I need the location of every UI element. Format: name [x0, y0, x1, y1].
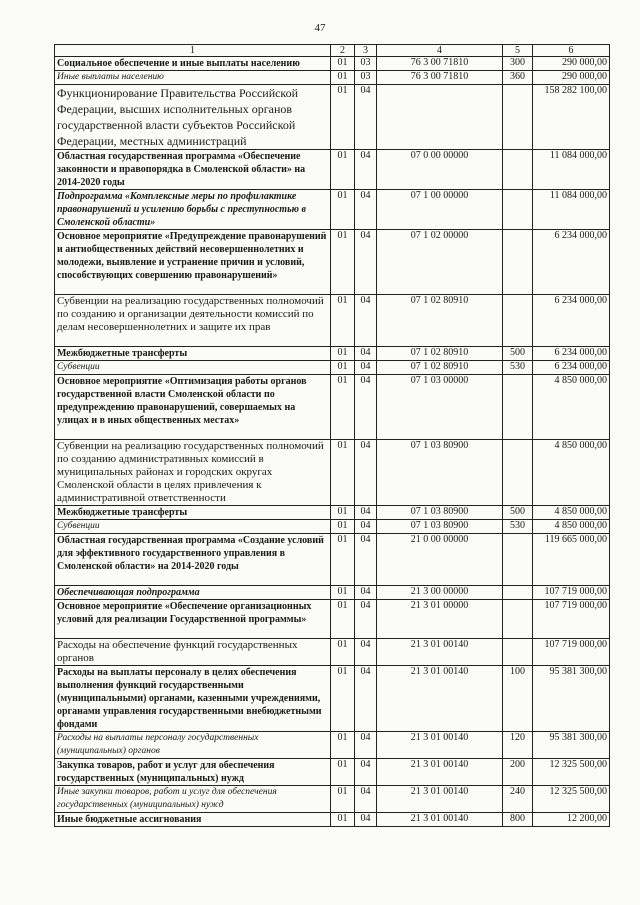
expense-type: 120: [503, 732, 533, 759]
header-cell: 5: [503, 45, 533, 57]
subsection-code: 04: [355, 506, 377, 520]
amount: 290 000,00: [533, 71, 610, 85]
expense-type: 240: [503, 786, 533, 813]
target-article: 21 3 01 00140: [377, 666, 503, 732]
subsection-code: 04: [355, 639, 377, 666]
amount: 95 381 300,00: [533, 666, 610, 732]
section-code: 01: [331, 786, 355, 813]
expense-type: [503, 190, 533, 230]
header-row: [55, 45, 610, 57]
expense-type: 500: [503, 506, 533, 520]
target-article: [377, 85, 503, 150]
section-code: 01: [331, 813, 355, 827]
amount: 290 000,00: [533, 57, 610, 71]
table-row: [55, 600, 610, 639]
expense-type: [503, 150, 533, 190]
target-article: 07 1 02 00000: [377, 230, 503, 295]
budget-table: [54, 44, 610, 827]
expense-type: 360: [503, 71, 533, 85]
subsection-code: 04: [355, 375, 377, 440]
table-row: [55, 440, 610, 506]
subsection-code: 04: [355, 732, 377, 759]
target-article: 21 3 01 00000: [377, 600, 503, 639]
subsection-code: 04: [355, 534, 377, 586]
row-name: Подпрограмма «Комплексные меры по профилактике правонарушений и усилению борьбы с преступностью в Смоленской области»: [55, 190, 331, 230]
section-code: 01: [331, 732, 355, 759]
section-code: 01: [331, 85, 355, 150]
row-name: Иные закупки товаров, работ и услуг для обеспечения государственных (муниципальных) нужд: [55, 786, 331, 813]
target-article: 21 3 00 00000: [377, 586, 503, 600]
subsection-code: 04: [355, 295, 377, 347]
row-name: Областная государственная программа «Создание условий для эффективного государственного управления в Смоленской области» на 2014-2020 годы: [55, 534, 331, 586]
target-article: 21 3 01 00140: [377, 813, 503, 827]
row-name: Субвенции на реализацию государственных полномочий по созданию административных комиссий в муниципальных районах и городских округах Смоленской области в целях привлечения к административной ответственности: [55, 440, 331, 506]
table-row: [55, 639, 610, 666]
row-name: Расходы на выплаты персоналу в целях обеспечения выполнения функций государственными (муниципальными) органами, казенными учреждениями, органами управления государственными внебюджетными фондами: [55, 666, 331, 732]
subsection-code: 04: [355, 440, 377, 506]
subsection-code: 04: [355, 347, 377, 361]
section-code: 01: [331, 586, 355, 600]
subsection-code: 04: [355, 150, 377, 190]
table-row: [55, 759, 610, 786]
header-cell: 4: [377, 45, 503, 57]
amount: 11 084 000,00: [533, 150, 610, 190]
table-row: [55, 534, 610, 586]
subsection-code: 03: [355, 57, 377, 71]
amount: 158 282 100,00: [533, 85, 610, 150]
expense-type: [503, 375, 533, 440]
expense-type: 300: [503, 57, 533, 71]
expense-type: 530: [503, 520, 533, 534]
section-code: 01: [331, 150, 355, 190]
row-name: Межбюджетные трансферты: [55, 506, 331, 520]
table-row: [55, 150, 610, 190]
amount: 107 719 000,00: [533, 639, 610, 666]
section-code: 01: [331, 506, 355, 520]
table-row: [55, 361, 610, 375]
expense-type: 530: [503, 361, 533, 375]
expense-type: [503, 440, 533, 506]
expense-type: 500: [503, 347, 533, 361]
amount: 6 234 000,00: [533, 361, 610, 375]
target-article: 76 3 00 71810: [377, 57, 503, 71]
target-article: 07 0 00 00000: [377, 150, 503, 190]
section-code: 01: [331, 71, 355, 85]
header-cell: 3: [355, 45, 377, 57]
section-code: 01: [331, 520, 355, 534]
subsection-code: 04: [355, 190, 377, 230]
section-code: 01: [331, 440, 355, 506]
subsection-code: 04: [355, 520, 377, 534]
expense-type: [503, 639, 533, 666]
section-code: 01: [331, 361, 355, 375]
section-code: 01: [331, 600, 355, 639]
amount: 4 850 000,00: [533, 520, 610, 534]
section-code: 01: [331, 295, 355, 347]
section-code: 01: [331, 230, 355, 295]
amount: 6 234 000,00: [533, 295, 610, 347]
target-article: 21 3 01 00140: [377, 639, 503, 666]
expense-type: [503, 534, 533, 586]
target-article: 21 3 01 00140: [377, 732, 503, 759]
row-name: Иные бюджетные ассигнования: [55, 813, 331, 827]
row-name: Социальное обеспечение и иные выплаты населению: [55, 57, 331, 71]
expense-type: [503, 230, 533, 295]
table-row: [55, 230, 610, 295]
target-article: 21 3 01 00140: [377, 786, 503, 813]
header-cell: 6: [533, 45, 610, 57]
amount: 107 719 000,00: [533, 600, 610, 639]
target-article: 76 3 00 71810: [377, 71, 503, 85]
table-row: [55, 586, 610, 600]
amount: 4 850 000,00: [533, 506, 610, 520]
row-name: Основное мероприятие «Обеспечение организационных условий для реализации Государственной программы»: [55, 600, 331, 639]
section-code: 01: [331, 666, 355, 732]
expense-type: [503, 586, 533, 600]
amount: 12 200,00: [533, 813, 610, 827]
row-name: Иные выплаты населению: [55, 71, 331, 85]
expense-type: 100: [503, 666, 533, 732]
amount: 4 850 000,00: [533, 440, 610, 506]
row-name: Основное мероприятие «Оптимизация работы органов государственной власти Смоленской области по предупреждению правонарушений, совершаемых на улицах и в иных общественных местах»: [55, 375, 331, 440]
target-article: 07 1 03 80900: [377, 520, 503, 534]
table-row: [55, 190, 610, 230]
row-name: Основное мероприятие «Предупреждение правонарушений и антиобщественных действий несовершеннолетних и молодежи, выявление и устранение причин и условий, способствующих совершению правонарушений»: [55, 230, 331, 295]
row-name: Расходы на выплаты персоналу государственных (муниципальных) органов: [55, 732, 331, 759]
table-row: [55, 732, 610, 759]
amount: 6 234 000,00: [533, 230, 610, 295]
table-row: [55, 85, 610, 150]
row-name: Областная государственная программа «Обеспечение законности и правопорядка в Смоленской области» на 2014-2020 годы: [55, 150, 331, 190]
section-code: 01: [331, 190, 355, 230]
row-name: Субвенции на реализацию государственных полномочий по созданию и организации деятельности комиссий по делам несовершеннолетних и защите их прав: [55, 295, 331, 347]
section-code: 01: [331, 347, 355, 361]
amount: 119 665 000,00: [533, 534, 610, 586]
row-name: Расходы на обеспечение функций государственных органов: [55, 639, 331, 666]
table-row: [55, 786, 610, 813]
section-code: 01: [331, 375, 355, 440]
table-row: [55, 71, 610, 85]
table-row: [55, 295, 610, 347]
target-article: 07 1 02 80910: [377, 295, 503, 347]
amount: 6 234 000,00: [533, 347, 610, 361]
amount: 12 325 500,00: [533, 786, 610, 813]
subsection-code: 04: [355, 786, 377, 813]
subsection-code: 04: [355, 230, 377, 295]
target-article: 07 1 03 80900: [377, 440, 503, 506]
target-article: 07 1 02 80910: [377, 361, 503, 375]
target-article: 21 0 00 00000: [377, 534, 503, 586]
target-article: 07 1 00 00000: [377, 190, 503, 230]
section-code: 01: [331, 57, 355, 71]
amount: 107 719 000,00: [533, 586, 610, 600]
table-row: [55, 520, 610, 534]
section-code: 01: [331, 759, 355, 786]
section-code: 01: [331, 534, 355, 586]
subsection-code: 04: [355, 361, 377, 375]
row-name: Межбюджетные трансферты: [55, 347, 331, 361]
row-name: Закупка товаров, работ и услуг для обеспечения государственных (муниципальных) нужд: [55, 759, 331, 786]
table-row: [55, 666, 610, 732]
table-row: [55, 506, 610, 520]
subsection-code: 04: [355, 85, 377, 150]
amount: 12 325 500,00: [533, 759, 610, 786]
amount: 95 381 300,00: [533, 732, 610, 759]
row-name: Функционирование Правительства Российской Федерации, высших исполнительных органов государственной власти субъектов Российской Федерации, местных администраций: [55, 85, 331, 150]
subsection-code: 04: [355, 759, 377, 786]
subsection-code: 03: [355, 71, 377, 85]
table-row: [55, 375, 610, 440]
expense-type: [503, 295, 533, 347]
expense-type: 200: [503, 759, 533, 786]
target-article: 07 1 03 80900: [377, 506, 503, 520]
target-article: 21 3 01 00140: [377, 759, 503, 786]
row-name: Обеспечивающая подпрограмма: [55, 586, 331, 600]
subsection-code: 04: [355, 666, 377, 732]
table-row: [55, 813, 610, 827]
row-name: Субвенции: [55, 520, 331, 534]
row-name: Субвенции: [55, 361, 331, 375]
header-cell: 1: [55, 45, 331, 57]
header-cell: 2: [331, 45, 355, 57]
target-article: 07 1 03 00000: [377, 375, 503, 440]
expense-type: [503, 85, 533, 150]
section-code: 01: [331, 639, 355, 666]
expense-type: 800: [503, 813, 533, 827]
subsection-code: 04: [355, 600, 377, 639]
page-number: 47: [314, 22, 326, 34]
table-row: [55, 57, 610, 71]
subsection-code: 04: [355, 586, 377, 600]
amount: 11 084 000,00: [533, 190, 610, 230]
table-row: [55, 347, 610, 361]
expense-type: [503, 600, 533, 639]
subsection-code: 04: [355, 813, 377, 827]
target-article: 07 1 02 80910: [377, 347, 503, 361]
amount: 4 850 000,00: [533, 375, 610, 440]
